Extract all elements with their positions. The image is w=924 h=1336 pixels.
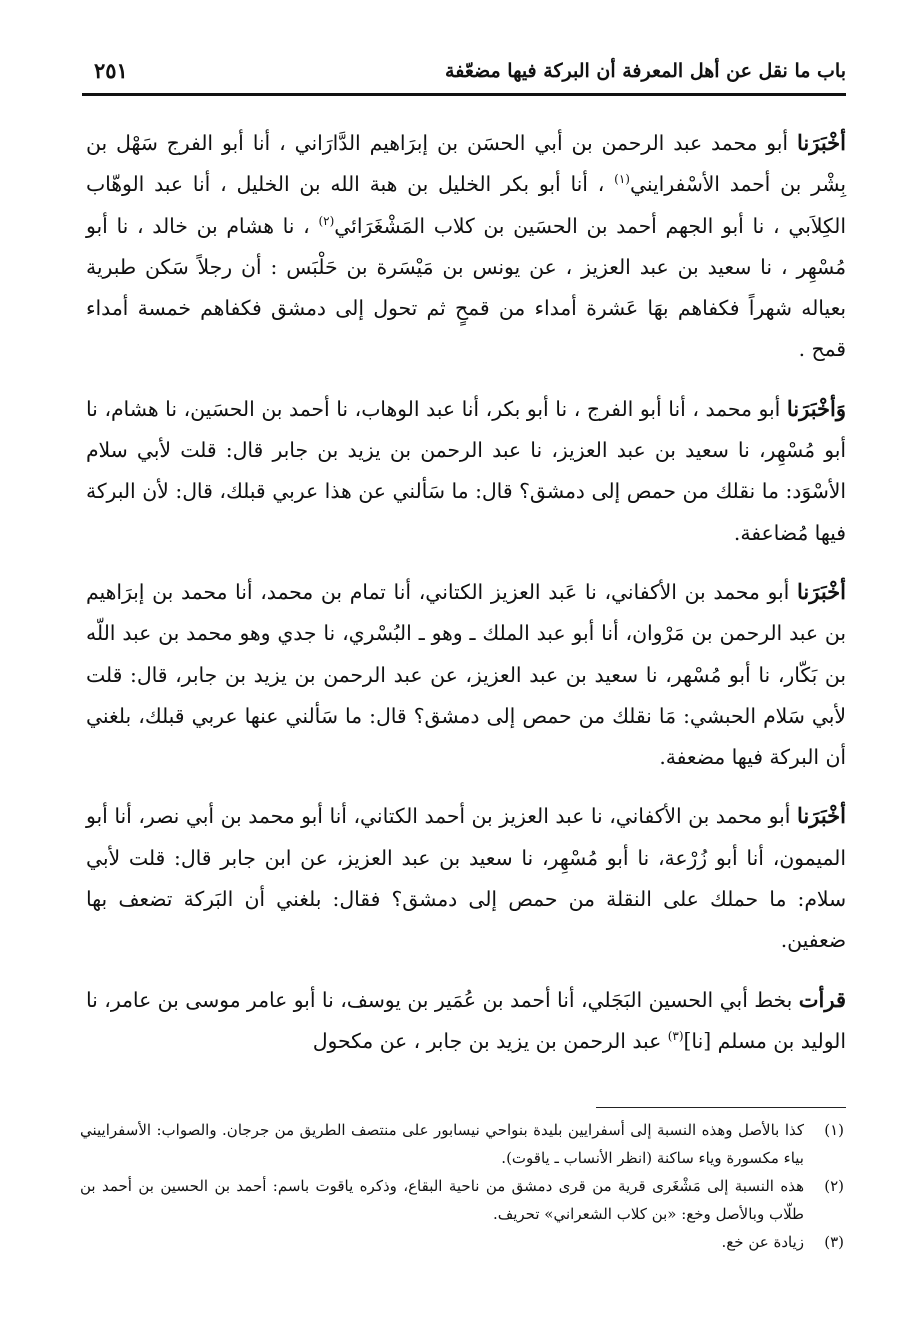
footnote-separator [596,1107,846,1108]
footnote-ref: (٢) [318,213,335,228]
paragraph [86,979,846,1063]
paragraph-text: أبو محمد عبد الرحمن بن أبي الحسَن بن إبرَاهيم الدَّارَاني ، أنا أبو الفرج سَهْل بن بِشْر بن أحمد الأسْفرايني [86,131,847,197]
footnote-number: (٣) [824,1233,844,1251]
main-text [86,122,846,1062]
paragraph-lead-word: أخْبَرَنا [797,578,846,604]
footnote-text: هذه النسبة إلى مَشْغَرى قرية من قرى دمشق من ناحية البقاع، وذكره ياقوت باسم: أحمد بن الحسين بن أحمد بن طلّاب وبالأصل وخع: «بن كلاب الشعراني» تحريف. [80,1177,804,1223]
paragraph-lead-word: قرأت [798,986,846,1012]
paragraph-text: أبو محمد بن الأكفاني، نا عبد العزيز بن أحمد الكتاني، أنا أبو محمد بن أبي نصر، أنا أبو الميمون، أنا أبو زُرْعة، نا أبو مُسْهِر، نا سعيد بن عبد العزيز، عن ابن جابر قال: قلت لأبي سلام: ما حملك على النقلة من حمص إلى دمشق؟ فقال: بلغني أن البَركة تضعف بها ضعفين. [86,804,846,953]
header-rule [82,93,846,96]
footnote [80,1116,844,1172]
paragraph [86,795,846,961]
footnote-number: (١) [824,1121,844,1139]
paragraph [86,571,846,778]
paragraph-lead-word: أخْبَرَنا [797,130,846,155]
page-number: ٢٥١ [94,58,128,83]
paragraph [86,122,846,371]
paragraph-text: أبو محمد ، أنا أبو الفرج ، نا أبو بكر، أنا عبد الوهاب، نا أحمد بن الحسَين، نا هشام، نا أبو مُسْهِر، نا سعيد بن عبد العزيز، نا عبد الرحمن بن يزيد بن جابر قال: قلت لأبي سلام الأسْوَد: ما نقلك من حمص إلى دمشق؟ قال: ما سَألني عن هذا عربي قبلك، قال: لأن البركة فيها مُضاعفة. [86,396,846,545]
paragraph-text: أبو محمد بن الأكفاني، نا عَبد العزيز الكتاني، أنا تمام بن محمد، أنا محمد بن إبرَاهيم بن عبد الرحمن بن مَرْوان، أنا أبو عبد الملك ـ وهو ـ البُسْري، نا جدي وهو محمد بن عبد اللّه بن بَكّار، نا أبو مُسْهر، نا سعيد بن عبد العزيز، عن عبد الرحمن بن يزيد بن جابر، قال: قلت لأبي سَلام الحبشي: مَا نقلك من حمص إلى دمشق؟ قال: ما سَألني عنها عربي قبلك، بلغني أن البركة فيها مضعفة. [86,579,846,770]
paragraph [86,388,846,554]
paragraph-lead-word: أخْبَرَنا [797,803,846,829]
footnote-text: كذا بالأصل وهذه النسبة إلى أسفرايين بليدة بنواحي نيسابور على منتصف الطريق من جرجان. والصواب: الأسفراييني بياء مكسورة وياء ساكنة (انظر الأنساب ـ ياقوت). [80,1121,804,1167]
footnotes [80,1116,844,1256]
footnote [80,1172,844,1228]
footnote [80,1228,844,1256]
paragraph-text: عبد الرحمن بن يزيد بن جابر ، عن مكحول [312,1028,668,1053]
paragraph-text: ، أنا أبو بكر الخليل بن هبة الله بن الخليل ، أنا عبد الوهّاب الكِلاَبي ، نا أبو الجهم أحمد بن الحسَين بن كلاب المَشْغَرَائي [86,172,846,238]
footnote-text: زيادة عن خع. [721,1233,804,1251]
chapter-title: باب ما نقل عن أهل المعرفة أن البركة فيها مضعّفة [445,60,846,82]
running-header [82,52,846,96]
paragraph-lead-word: وَأخْبَرَنا [786,395,846,421]
footnote-number: (٢) [824,1177,844,1195]
footnote-ref: (٣) [667,1029,684,1044]
paragraph-text: ، نا هشام بن خالد ، نا أبو مُسْهِر ، نا سعيد بن عبد العزيز ، عن يونس بن مَيْسَرة بن حَلْبَس : أن رجلاً سَكن طبرية بعياله شهراً فكفاهم بهَا عَشرة أمداء من قمحٍ ثم تحول إلى دمشق فكفاهم خمسة أمداء قمح . [86,213,846,362]
paragraph-text: بخط أبي الحسين البَجَلي، أنا أحمد بن عُمَير بن يوسف، نا أبو عامر موسى بن عامر، نا الوليد بن مسلم [نا] [86,987,846,1053]
footnote-ref: (١) [614,172,630,187]
